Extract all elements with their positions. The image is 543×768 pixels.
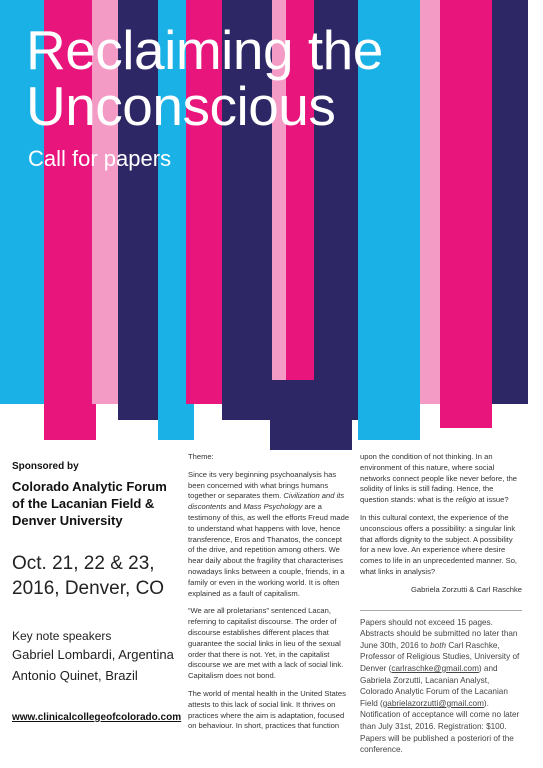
theme-paragraph-2: “We are all proletarians” sentenced Lacan, referring to capitalist discourse. The order of discourse establishes different places that guarantee the social links in lieu of the sexual order that there is not. Yet, in the capitalist discourse we are met with a lack of social link. Capitalism does not bond.	[188, 606, 344, 681]
theme-p1-em2: Mass Psychology	[243, 502, 303, 512]
theme-paragraph-4	[360, 452, 522, 506]
title-line-1: Reclaiming the	[26, 19, 383, 81]
sponsor-line-2: of the Lacanian Field &	[12, 496, 155, 511]
poster-subtitle: Call for papers	[28, 146, 172, 171]
theme-p4: upon the condition of not thinking. In an environment of this nature, where social networks connect people like never before, the solidity of links is still fading. Hence, the question stands: what is the	[360, 452, 518, 505]
submission-b: Carl Raschke, Professor of Religious Studies, University of Denver (	[360, 640, 520, 673]
theme-paragraph-3: The world of mental health in the United States attests to this lack of social link. It thrives on practices where the aim is adaptation, focused on behaviour. In short, practices that function	[188, 688, 346, 731]
theme-paragraph-1	[188, 470, 350, 600]
theme-label: Theme:	[188, 452, 214, 461]
theme-p1-c: are a testimony of this, as well the efforts Freud made to understand what happens with love, hence transference, Eros and Thanatos, the concept of the drive, and repetition among others. We hear daily about the fragility that characterises nowadays links between a couple, friends, in a family or even in the working world. It is often explained as a fault of capitalism.	[188, 502, 350, 598]
left-column	[12, 461, 188, 723]
email-link-1[interactable]: carlraschke@gmail.com	[391, 663, 479, 673]
keynote-label: Key note speakers	[12, 629, 112, 643]
theme-p4-end: at issue?	[476, 495, 509, 505]
title-line-2: Unconscious	[26, 75, 336, 137]
email-link-2[interactable]: gabrielazorzutti@gmail.com	[382, 698, 484, 708]
dates-line-2: 2016, Denver, CO	[12, 578, 165, 599]
theme-p1-em1: Civilization and its discontents	[188, 491, 345, 512]
submission-a-em: both	[430, 640, 447, 650]
theme-p1-b: and	[226, 502, 244, 512]
sponsor-line-3: Denver University	[12, 513, 123, 528]
sponsor-label: Sponsored by	[12, 461, 79, 472]
theme-paragraph-5: In this cultural context, the experience of the unconscious offers a possibility: a singular link that affords dignity to the subject. A possibility for a new love. An experience where desire comes to life in an unprecedented manner. So, what links in analysis?	[360, 512, 518, 576]
keynote-speaker-2: Antonio Quinet, Brazil	[12, 668, 138, 683]
theme-p1-a: Since its very beginning psychoanalysis has been concerned with what brings humans together or separates them.	[188, 469, 337, 501]
submission-d: ). Notification of acceptance will come no later than July 31st, 2016. Registration: $100. Papers will be published a posteriori of the conference.	[360, 698, 520, 755]
event-dates	[12, 551, 188, 601]
submission-a: Papers should not exceed 15 pages. Abstracts should be submitted no later than June 30th, 2016 to	[360, 617, 518, 650]
keynote-speaker-1: Gabriel Lombardi, Argentina	[12, 647, 174, 662]
dates-line-1: Oct. 21, 22 & 23,	[12, 553, 155, 574]
authors-signature: Gabriela Zorzutti & Carl Raschke	[411, 584, 522, 594]
website-link[interactable]: www.clinicalcollegeofcolorado.com	[12, 712, 182, 723]
theme-p4-em: religio	[455, 495, 477, 505]
theme-column	[188, 452, 350, 739]
submission-c: ) and Gabriela Zorzutti, Lacanian Analyst, Colorado Analytic Forum of the Lacanian Field (	[360, 663, 508, 708]
right-column	[360, 452, 522, 756]
poster-title	[26, 19, 526, 137]
submission-info	[360, 617, 522, 756]
sponsor-name	[12, 478, 188, 529]
sponsor-line-1: Colorado Analytic Forum	[12, 479, 167, 494]
divider	[360, 610, 522, 611]
